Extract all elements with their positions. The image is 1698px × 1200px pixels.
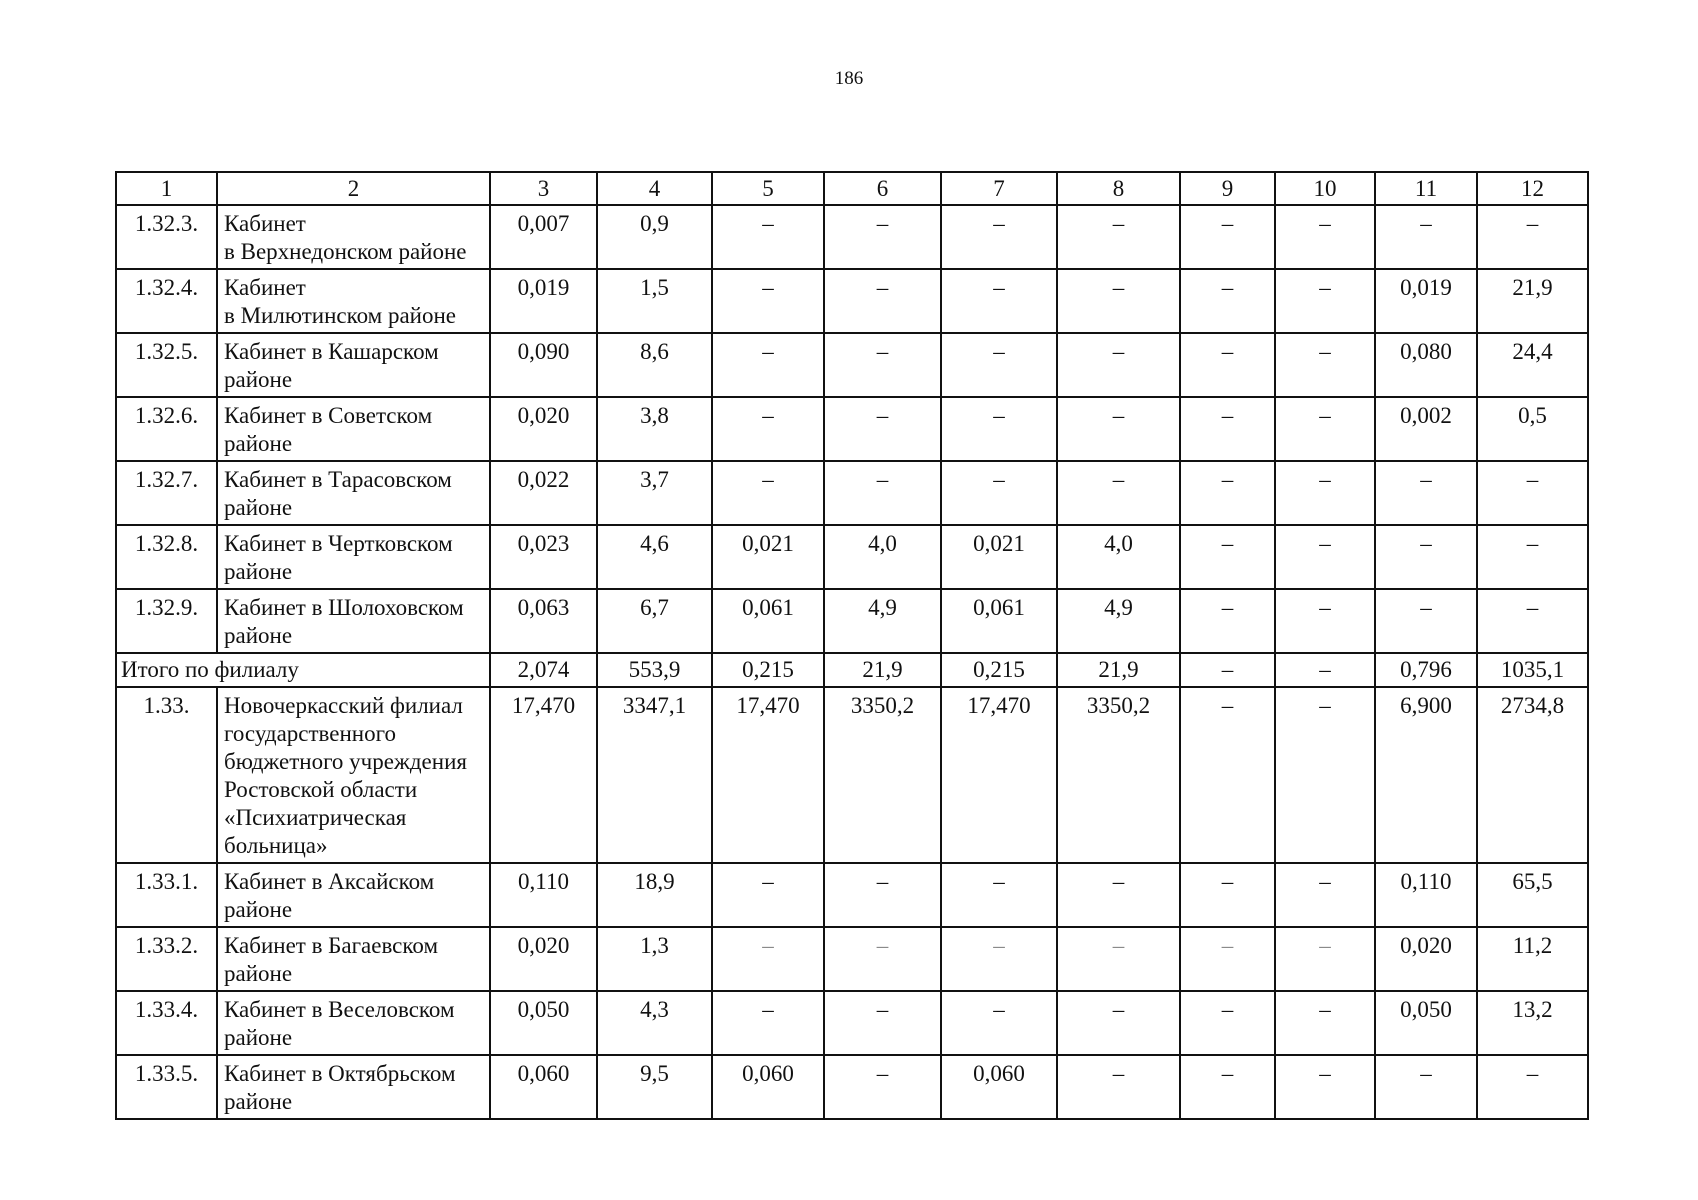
row-value: 0,020 [1375, 927, 1477, 991]
row-value: 0,080 [1375, 333, 1477, 397]
row-value: 4,0 [1057, 525, 1180, 589]
row-value: – [1275, 333, 1375, 397]
table-row [116, 927, 1588, 991]
row-number: 1.32.9. [116, 589, 217, 653]
row-value: 0,110 [1375, 863, 1477, 927]
row-value: 0,063 [490, 589, 597, 653]
row-value: – [824, 991, 941, 1055]
page-number: 186 [834, 68, 864, 89]
total-value: 1035,1 [1477, 653, 1588, 687]
row-value: – [1477, 1055, 1588, 1119]
row-value: – [1057, 333, 1180, 397]
row-value: – [1057, 1055, 1180, 1119]
row-value: 11,2 [1477, 927, 1588, 991]
row-value: – [1477, 525, 1588, 589]
row-value: – [1275, 863, 1375, 927]
row-value: – [712, 397, 824, 461]
row-value: 0,007 [490, 205, 597, 269]
column-header: 3 [490, 172, 597, 205]
row-value: – [712, 461, 824, 525]
row-value: – [1375, 525, 1477, 589]
row-value: 0,050 [1375, 991, 1477, 1055]
row-value: 0,050 [490, 991, 597, 1055]
row-value: 21,9 [1477, 269, 1588, 333]
row-value: 1,3 [597, 927, 712, 991]
row-value: – [824, 1055, 941, 1119]
row-value: 3,7 [597, 461, 712, 525]
row-value: – [1180, 687, 1275, 863]
row-value: – [824, 397, 941, 461]
row-value: 4,3 [597, 991, 712, 1055]
row-value: 3,8 [597, 397, 712, 461]
row-value: – [1477, 589, 1588, 653]
row-value: – [824, 863, 941, 927]
row-name: Кабинет в Багаевском районе [217, 927, 490, 991]
row-value: – [824, 461, 941, 525]
table-row [116, 863, 1588, 927]
row-name: Кабинет в Шолоховском районе [217, 589, 490, 653]
row-value: 65,5 [1477, 863, 1588, 927]
row-value: – [1275, 461, 1375, 525]
row-value: 17,470 [941, 687, 1057, 863]
row-value: 0,002 [1375, 397, 1477, 461]
total-value: 553,9 [597, 653, 712, 687]
row-name: Кабинет в Кашарском районе [217, 333, 490, 397]
column-header: 4 [597, 172, 712, 205]
row-number: 1.32.7. [116, 461, 217, 525]
row-value: 0,020 [490, 927, 597, 991]
row-value: 13,2 [1477, 991, 1588, 1055]
row-value: – [941, 991, 1057, 1055]
row-value: – [1180, 927, 1275, 991]
table-row [116, 269, 1588, 333]
row-value: – [1275, 589, 1375, 653]
table-row [116, 333, 1588, 397]
row-value: – [1057, 205, 1180, 269]
row-value: – [1180, 589, 1275, 653]
row-value: – [712, 991, 824, 1055]
total-value: 0,215 [712, 653, 824, 687]
table-body [116, 172, 1588, 1119]
row-value: 3347,1 [597, 687, 712, 863]
row-name: Кабинет в Октябрьском районе [217, 1055, 490, 1119]
row-number: 1.33.4. [116, 991, 217, 1055]
row-value: 0,060 [490, 1055, 597, 1119]
row-number: 1.32.4. [116, 269, 217, 333]
row-value: 0,5 [1477, 397, 1588, 461]
row-value: – [1275, 991, 1375, 1055]
row-value: 0,061 [712, 589, 824, 653]
table-row [116, 525, 1588, 589]
row-value: – [1375, 1055, 1477, 1119]
row-value: – [1057, 397, 1180, 461]
column-header: 1 [116, 172, 217, 205]
column-header: 8 [1057, 172, 1180, 205]
row-value: 18,9 [597, 863, 712, 927]
row-value: – [1180, 461, 1275, 525]
row-value: 0,060 [712, 1055, 824, 1119]
row-value: – [1275, 525, 1375, 589]
row-value: – [824, 205, 941, 269]
row-value: 8,6 [597, 333, 712, 397]
row-value: 0,020 [490, 397, 597, 461]
row-value: 3350,2 [1057, 687, 1180, 863]
table-row [116, 397, 1588, 461]
row-value: – [824, 269, 941, 333]
row-value: 0,061 [941, 589, 1057, 653]
row-value: 4,9 [1057, 589, 1180, 653]
row-value: – [1180, 205, 1275, 269]
row-name: Кабинет в Чертковском районе [217, 525, 490, 589]
column-header: 6 [824, 172, 941, 205]
total-label: Итого по филиалу [116, 653, 490, 687]
row-value: – [712, 269, 824, 333]
row-value: – [1180, 1055, 1275, 1119]
row-value: 17,470 [490, 687, 597, 863]
row-value: – [1275, 269, 1375, 333]
row-value: – [1275, 205, 1375, 269]
row-value: 6,7 [597, 589, 712, 653]
row-value: 0,090 [490, 333, 597, 397]
table-row [116, 589, 1588, 653]
row-name: Кабинет в Тарасовском районе [217, 461, 490, 525]
row-value: – [1180, 269, 1275, 333]
column-header: 2 [217, 172, 490, 205]
row-name: Кабинет в Аксайском районе [217, 863, 490, 927]
row-value: – [1057, 991, 1180, 1055]
row-value: – [1180, 333, 1275, 397]
row-value: 9,5 [597, 1055, 712, 1119]
row-value: – [941, 461, 1057, 525]
row-number: 1.33. [116, 687, 217, 863]
row-value: – [1180, 525, 1275, 589]
row-value: – [1275, 1055, 1375, 1119]
row-value: 0,023 [490, 525, 597, 589]
row-value: – [1275, 687, 1375, 863]
total-value: 21,9 [824, 653, 941, 687]
table-row [116, 461, 1588, 525]
total-value: 21,9 [1057, 653, 1180, 687]
row-value: – [1477, 461, 1588, 525]
row-name: Кабинет в Милютинском районе [217, 269, 490, 333]
row-value: 0,021 [941, 525, 1057, 589]
table-row [116, 991, 1588, 1055]
row-value: – [1057, 269, 1180, 333]
row-value: – [1057, 927, 1180, 991]
row-value: – [941, 927, 1057, 991]
row-value: – [824, 927, 941, 991]
row-value: – [1375, 205, 1477, 269]
row-value: 0,022 [490, 461, 597, 525]
row-value: 6,900 [1375, 687, 1477, 863]
row-number: 1.32.8. [116, 525, 217, 589]
row-value: – [712, 927, 824, 991]
row-value: 0,019 [490, 269, 597, 333]
row-value: 3350,2 [824, 687, 941, 863]
row-value: – [1057, 461, 1180, 525]
row-number: 1.32.6. [116, 397, 217, 461]
row-value: 0,110 [490, 863, 597, 927]
row-value: – [712, 205, 824, 269]
row-value: – [941, 333, 1057, 397]
row-value: – [941, 397, 1057, 461]
row-value: 17,470 [712, 687, 824, 863]
row-value: – [1180, 991, 1275, 1055]
row-value: 0,019 [1375, 269, 1477, 333]
row-value: – [941, 269, 1057, 333]
row-value: – [1275, 927, 1375, 991]
total-value: 0,215 [941, 653, 1057, 687]
row-value: – [941, 205, 1057, 269]
column-header: 5 [712, 172, 824, 205]
row-value: – [1477, 205, 1588, 269]
row-value: – [1375, 461, 1477, 525]
row-name: Новочеркасский филиал государственного бюджетного учреждения Ростовской области «Психиатрическая больница» [217, 687, 490, 863]
row-name: Кабинет в Верхнедонском районе [217, 205, 490, 269]
total-value: 0,796 [1375, 653, 1477, 687]
data-table [115, 171, 1589, 1120]
column-header: 11 [1375, 172, 1477, 205]
column-header: 12 [1477, 172, 1588, 205]
row-value: – [824, 333, 941, 397]
row-value: – [941, 863, 1057, 927]
row-number: 1.32.5. [116, 333, 217, 397]
total-value: – [1180, 653, 1275, 687]
row-value: 24,4 [1477, 333, 1588, 397]
row-value: – [712, 863, 824, 927]
row-value: – [712, 333, 824, 397]
total-value: 2,074 [490, 653, 597, 687]
header-row [116, 172, 1588, 205]
row-number: 1.33.1. [116, 863, 217, 927]
row-value: – [1180, 397, 1275, 461]
row-value: – [1275, 397, 1375, 461]
row-value: – [1180, 863, 1275, 927]
row-value: 2734,8 [1477, 687, 1588, 863]
column-header: 7 [941, 172, 1057, 205]
row-value: 0,021 [712, 525, 824, 589]
table-row [116, 205, 1588, 269]
table-row [116, 687, 1588, 863]
total-row [116, 653, 1588, 687]
row-number: 1.33.2. [116, 927, 217, 991]
row-value: 4,0 [824, 525, 941, 589]
column-header: 9 [1180, 172, 1275, 205]
row-number: 1.33.5. [116, 1055, 217, 1119]
total-value: – [1275, 653, 1375, 687]
row-value: 0,9 [597, 205, 712, 269]
column-header: 10 [1275, 172, 1375, 205]
row-name: Кабинет в Советском районе [217, 397, 490, 461]
row-value: 4,6 [597, 525, 712, 589]
row-value: – [1375, 589, 1477, 653]
row-value: 0,060 [941, 1055, 1057, 1119]
row-value: 1,5 [597, 269, 712, 333]
row-value: – [1057, 863, 1180, 927]
table-row [116, 1055, 1588, 1119]
row-number: 1.32.3. [116, 205, 217, 269]
row-value: 4,9 [824, 589, 941, 653]
row-name: Кабинет в Веселовском районе [217, 991, 490, 1055]
